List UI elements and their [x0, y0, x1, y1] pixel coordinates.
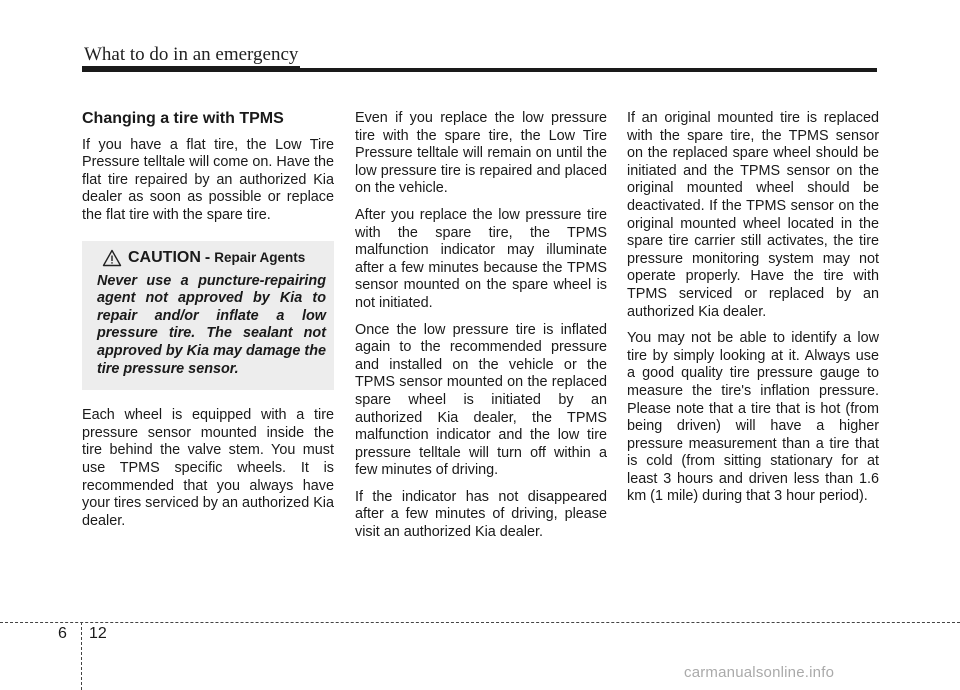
paragraph-wheel-sensor: Each wheel is equipped with a tire pressure sensor mounted inside the tire behind the valve stem. You must use TPMS specific wheels. It is recommended that you always have your tires serviced by an authorized Kia dealer.: [82, 407, 334, 529]
paragraph-pressure-gauge: You may not be able to identify a low tire by simply looking at it. Always use a good quality tire pressure gauge to measure the tire's inflation pressure. Please note that a tire that is hot (from being driven) will have a higher pressure measurement than a tire that is cold (from sitting stationary for at least 3 hours and driven less than 1.6 km (1 mile) during that 3 hour period).: [627, 330, 879, 505]
page-number: 12: [89, 625, 107, 642]
paragraph-original-tire: If an original mounted tire is replaced with the spare tire, the TPMS sensor on the replaced spare wheel should be initiated and the TPMS sensor on the original mounted wheel should be deactivated. If the TPMS sensor on the original mounted wheel located in the spare tire carrier still activates, the tire pressure monitoring system may not operate properly. Have the tire with TPMS serviced or replaced by an authorized Kia dealer.: [627, 110, 879, 320]
page-header-title: What to do in an emergency: [84, 44, 299, 65]
chapter-number: 6: [58, 625, 67, 642]
caution-separator: -: [204, 248, 211, 266]
paragraph-flat-tire: If you have a flat tire, the Low Tire Pressure telltale will come on. Have the flat tire repaired by an authorized Kia dealer as soon as possible or replace the flat tire with the spare tire.: [82, 136, 334, 223]
column-2: [355, 110, 607, 551]
column-3: [627, 110, 879, 515]
caution-title: [90, 249, 326, 267]
paragraph-inflated-again: Once the low pressure tire is inflated again to the recommended pressure and installed on the vehicle or the TPMS sensor mounted on the replaced spare wheel is initiated by an authorized Kia dealer, the TPMS malfunction indicator and the low tire pressure telltale will turn off within a few minutes of driving.: [355, 321, 607, 479]
warning-triangle-icon: [102, 249, 122, 267]
header-rule: [82, 68, 877, 72]
caution-label: CAUTION: [128, 248, 201, 266]
caution-box: [82, 241, 334, 391]
section-heading: Changing a tire with TPMS: [82, 110, 284, 127]
column-1: [82, 110, 334, 539]
paragraph-malfunction-indicator: After you replace the low pressure tire with the spare tire, the TPMS malfunction indicator may illuminate after a few minutes because the TPMS sensor mounted on the spare wheel is not initiated.: [355, 206, 607, 311]
footer-divider: [81, 622, 82, 690]
caution-body: Never use a puncture-repairing agent not approved by Kia to repair and/or inflate a low pressure tire. The sealant not approved by Kia may damage the tire pressure sensor.: [97, 272, 326, 377]
footer-rule: [0, 622, 960, 623]
paragraph-visit-dealer: If the indicator has not disappeared after a few minutes of driving, please visit an authorized Kia dealer.: [355, 488, 607, 541]
paragraph-spare-telltale: Even if you replace the low pressure tire with the spare tire, the Low Tire Pressure telltale will remain on until the low pressure tire is repaired and placed on the vehicle.: [355, 110, 607, 197]
caution-subtitle: Repair Agents: [214, 249, 306, 265]
watermark: carmanualsonline.info: [684, 664, 835, 681]
